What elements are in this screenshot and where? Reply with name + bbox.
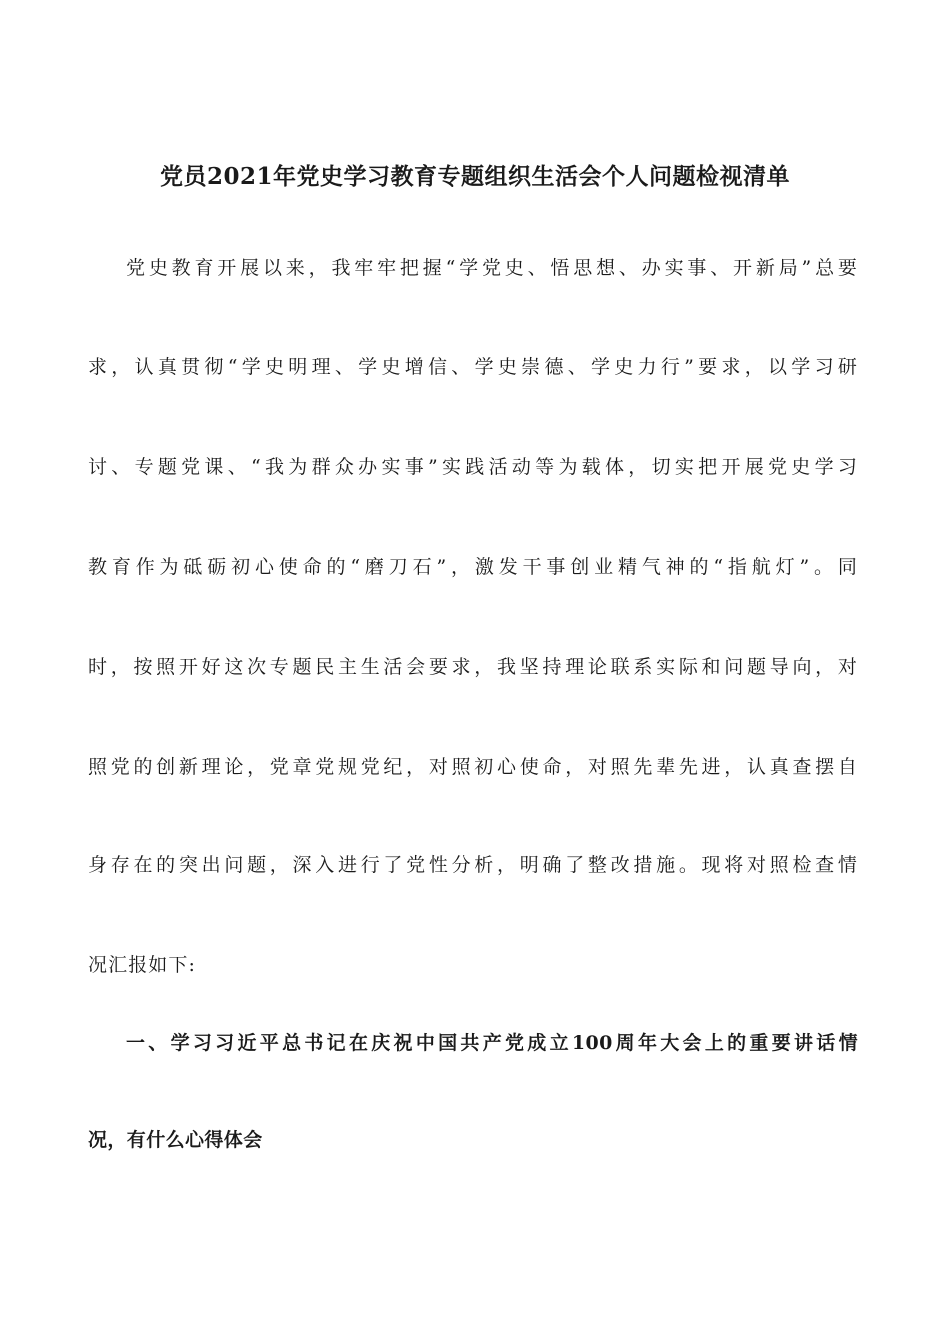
paragraph-line: 身存在的突出问题，深入进行了党性分析，明确了整改措施。现将对照检查情 [88, 854, 858, 876]
section-heading-line: 一、学习习近平总书记在庆祝中国共产党成立100周年大会上的重要讲话情 [126, 1032, 858, 1054]
paragraph-line: 时，按照开好这次专题民主生活会要求，我坚持理论联系实际和问题导向，对 [88, 656, 858, 678]
paragraph-line: 照党的创新理论，党章党规党纪，对照初心使命，对照先辈先进，认真查摆自 [88, 756, 858, 778]
paragraph-line: 况汇报如下: [88, 954, 197, 976]
document-title: 党员2021年党史学习教育专题组织生活会个人问题检视清单 [159, 163, 790, 190]
paragraph-line: 讨、专题党课、“我为群众办实事”实践活动等为载体，切实把开展党史学习 [88, 456, 858, 478]
paragraph-line: 求，认真贯彻“学史明理、学史增信、学史崇德、学史力行”要求，以学习研 [88, 356, 858, 378]
paragraph-line: 党史教育开展以来，我牢牢把握“学党史、悟思想、办实事、开新局”总要 [126, 257, 858, 279]
paragraph-line: 教育作为砥砺初心使命的“磨刀石”，激发干事创业精气神的“指航灯”。同 [88, 556, 858, 578]
section-heading-line: 况，有什么心得体会 [88, 1129, 263, 1151]
